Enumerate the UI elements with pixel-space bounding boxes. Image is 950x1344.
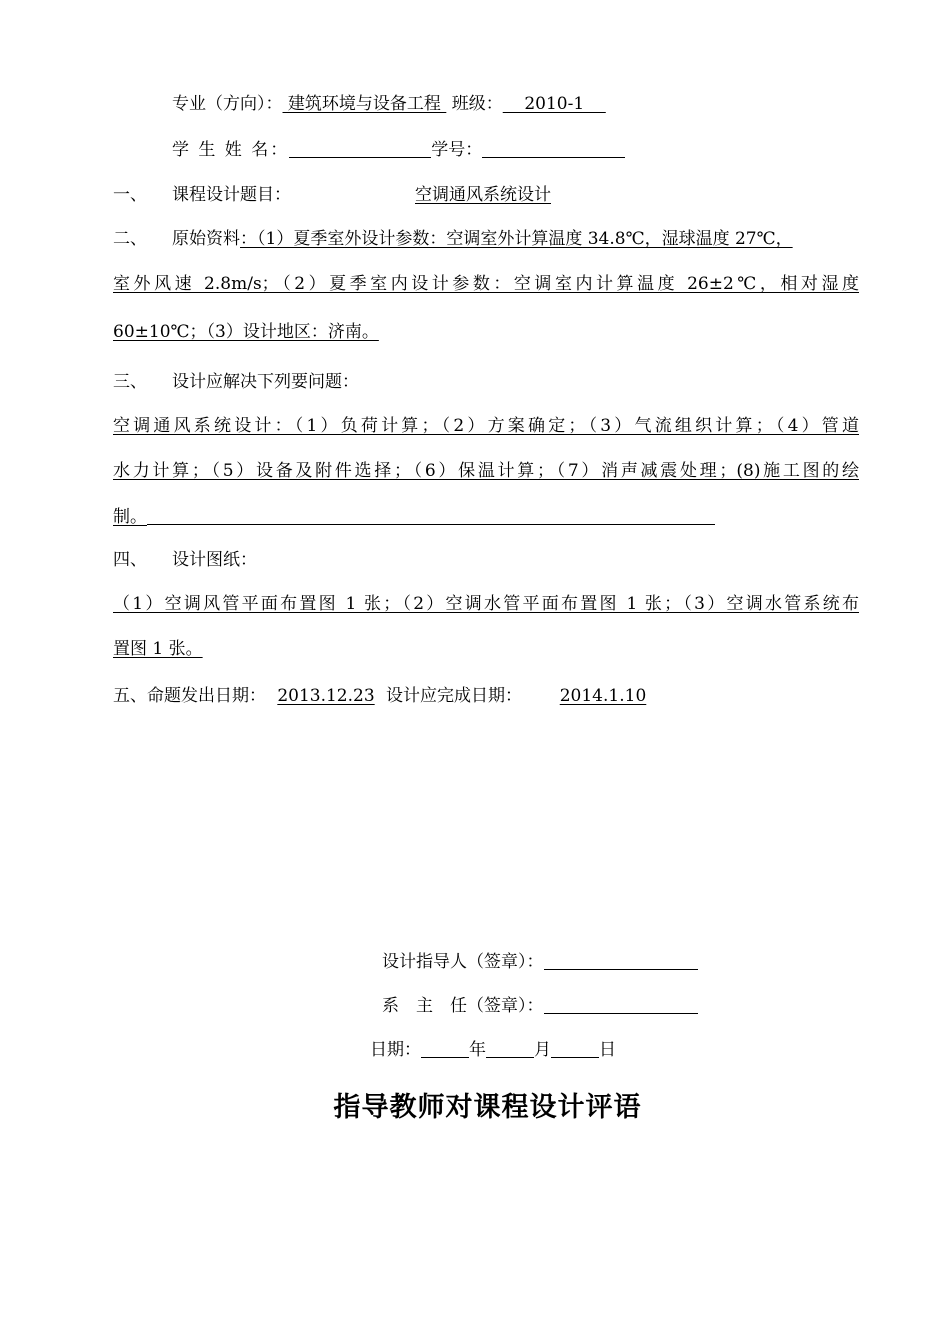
section-3-line-3: 制。 xyxy=(113,507,147,527)
section-2-line-1: ：（1）夏季室外设计参数：空调室外计算温度 34.8℃，湿球温度 27℃， xyxy=(240,229,793,249)
advisor-label: 设计指导人（签章）： xyxy=(382,952,544,972)
course-title: 空调通风系统设计 xyxy=(415,185,551,205)
issue-date-field xyxy=(266,684,386,708)
student-id-label: 学号： xyxy=(431,140,483,160)
section-3-line-3-row xyxy=(113,505,715,529)
day-label: 日 xyxy=(599,1040,616,1060)
student-row xyxy=(172,138,625,162)
year-label: 年 xyxy=(469,1040,486,1060)
section-2-label: 原始资料 xyxy=(172,229,240,249)
director-label: 系 主 任（签章）： xyxy=(382,996,544,1016)
major-value: 建筑环境与设备工程 xyxy=(282,94,447,114)
major-row xyxy=(172,92,606,116)
due-date-field xyxy=(522,684,684,708)
month-blank[interactable] xyxy=(486,1039,534,1058)
advisor-signature-blank[interactable] xyxy=(544,951,698,970)
section-4-line-2: 置图 1 张。 xyxy=(113,639,203,659)
section-4-number: 四、 xyxy=(113,550,147,570)
month-label: 月 xyxy=(534,1040,551,1060)
section-1-value xyxy=(291,183,675,207)
student-name-blank[interactable] xyxy=(289,139,431,158)
comments-heading: 指导教师对课程设计评语 xyxy=(333,1092,642,1123)
sign-date-row xyxy=(370,1038,616,1062)
section-2-number: 二、 xyxy=(113,229,147,249)
advisor-signature-row xyxy=(382,950,698,974)
issue-date: 2013.12.23 xyxy=(277,686,375,706)
student-id-blank[interactable] xyxy=(482,139,625,158)
section-4-line-1: （1）空调风管平面布置图 1 张；（2）空调水管平面布置图 1 张；（3）空调水管系统布 xyxy=(113,594,859,614)
day-blank[interactable] xyxy=(551,1039,599,1058)
section-3-line-1: 空调通风系统设计：（1）负荷计算；（2）方案确定；（3）气流组织计算；（4）管道 xyxy=(113,416,859,436)
section-3-line-2: 水力计算；（5）设备及附件选择；（6）保温计算；（7）消声减震处理；(8)施工图的绘 xyxy=(113,461,859,481)
year-blank[interactable] xyxy=(421,1039,469,1058)
section-4-header xyxy=(113,548,257,572)
section-2-line-3: 60±10℃；（3）设计地区：济南。 xyxy=(113,322,379,342)
section-4-label: 设计图纸： xyxy=(172,550,257,570)
due-label: 设计应完成日期： xyxy=(386,686,522,706)
date-label: 日期： xyxy=(370,1040,421,1060)
section-3-trailing-rule xyxy=(147,506,715,525)
section-3-header xyxy=(113,370,359,394)
director-signature-row xyxy=(382,994,698,1018)
class-value: 2010-1 xyxy=(502,94,606,114)
class-label: 班级： xyxy=(451,94,503,114)
section-1-label: 课程设计题目： xyxy=(172,185,291,205)
section-3-label: 设计应解决下列要问题： xyxy=(172,372,359,392)
section-1-number: 一、 xyxy=(113,185,147,205)
section-5 xyxy=(113,684,684,708)
section-5-label: 五、命题发出日期： xyxy=(113,686,266,706)
due-date: 2014.1.10 xyxy=(559,686,647,706)
student-name-label: 学 生 姓 名： xyxy=(172,140,290,160)
section-1 xyxy=(113,183,675,207)
director-signature-blank[interactable] xyxy=(544,995,698,1014)
section-3-number: 三、 xyxy=(113,372,147,392)
major-label: 专业（方向）： xyxy=(172,94,283,114)
section-2-header xyxy=(113,227,793,251)
section-2-line-2: 室外风速 2.8m/s；（2）夏季室内设计参数：空调室内计算温度 26±2℃，相对湿度 xyxy=(113,274,859,294)
